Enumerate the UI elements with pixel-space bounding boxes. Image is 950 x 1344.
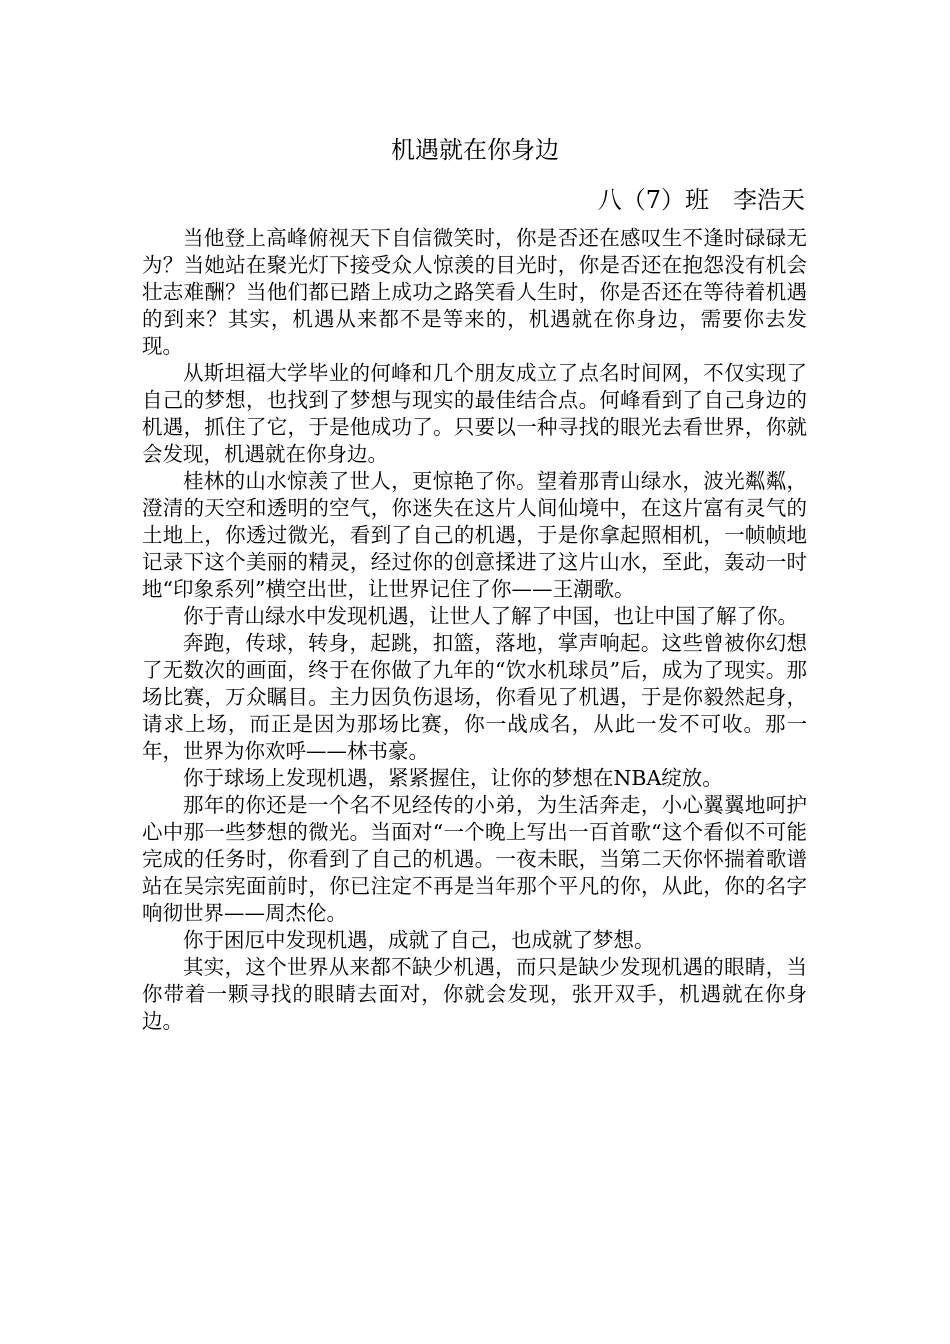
paragraph: 当他登上高峰俯视天下自信微笑时，你是否还在感叹生不逢时碌碌无为？当她站在聚光灯下接受众人惊羡的目光时，你是否还在抱怨没有机会壮志难酬？当他们都已踏上成功之路笑看人生时，你是否还在等待着机遇的到来？其实，机遇从来都不是等来的，机遇就在你身边，需要你去发现。: [142, 226, 807, 358]
paragraph: 桂林的山水惊羡了世人，更惊艳了你。望着那青山绿水，波光粼粼，澄清的天空和透明的空气，你迷失在这片人间仙境中，在这片富有灵气的土地上，你透过微光，看到了自己的机遇，于是你拿起照相机，一帧帧地记录下这个美丽的精灵，经过你的创意揉进了这片山水，至此，轰动一时地“印象系列”横空出世，让世界记住了你——王潮歌。: [142, 469, 807, 601]
paragraph: 其实，这个世界从来都不缺少机遇，而只是缺少发现机遇的眼睛，当你带着一颗寻找的眼睛去面对，你就会发现，张开双手，机遇就在你身边。: [142, 955, 807, 1033]
paragraph: 你于青山绿水中发现机遇，让世人了解了中国，也让中国了解了你。: [183, 604, 798, 628]
paragraph: 从斯坦福大学毕业的何峰和几个朋友成立了点名时间网，不仅实现了自己的梦想，也找到了梦想与现实的最佳结合点。何峰看到了自己身边的机遇，抓住了它，于是他成功了。只要以一种寻找的眼光去看世界，你就会发现，机遇就在你身边。: [142, 361, 807, 466]
paragraph: 你于困厄中发现机遇，成就了自己，也成就了梦想。: [183, 928, 655, 952]
paragraph: 那年的你还是一个名不见经传的小弟，为生活奔走，小心翼翼地呵护心中那一些梦想的微光。当面对“一个晚上写出一百首歌“这个看似不可能完成的任务时，你看到了自己的机遇。一夜未眠，当第二天你怀揣着歌谱站在吴宗宪面前时，你已注定不再是当年那个平凡的你，从此，你的名字响彻世界——周杰伦。: [142, 793, 807, 925]
essay-body: [142, 225, 807, 1035]
paragraph: 奔跑，传球，转身，起跳，扣篮，落地，掌声响起。这些曾被你幻想了无数次的画面，终于在你做了九年的“饮水机球员”后，成为了现实。那场比赛，万众瞩目。主力因负伤退场，你看见了机遇，于是你毅然起身，请求上场，而正是因为那场比赛，你一战成名，从此一发不可收。那一年，世界为你欢呼——林书豪。: [142, 631, 807, 763]
essay-title: 机遇就在你身边: [391, 136, 559, 164]
author-line: 八（7）班 李浩天: [597, 186, 805, 214]
paragraph: 你于球场上发现机遇，紧紧握住，让你的梦想在NBA绽放。: [183, 766, 723, 790]
